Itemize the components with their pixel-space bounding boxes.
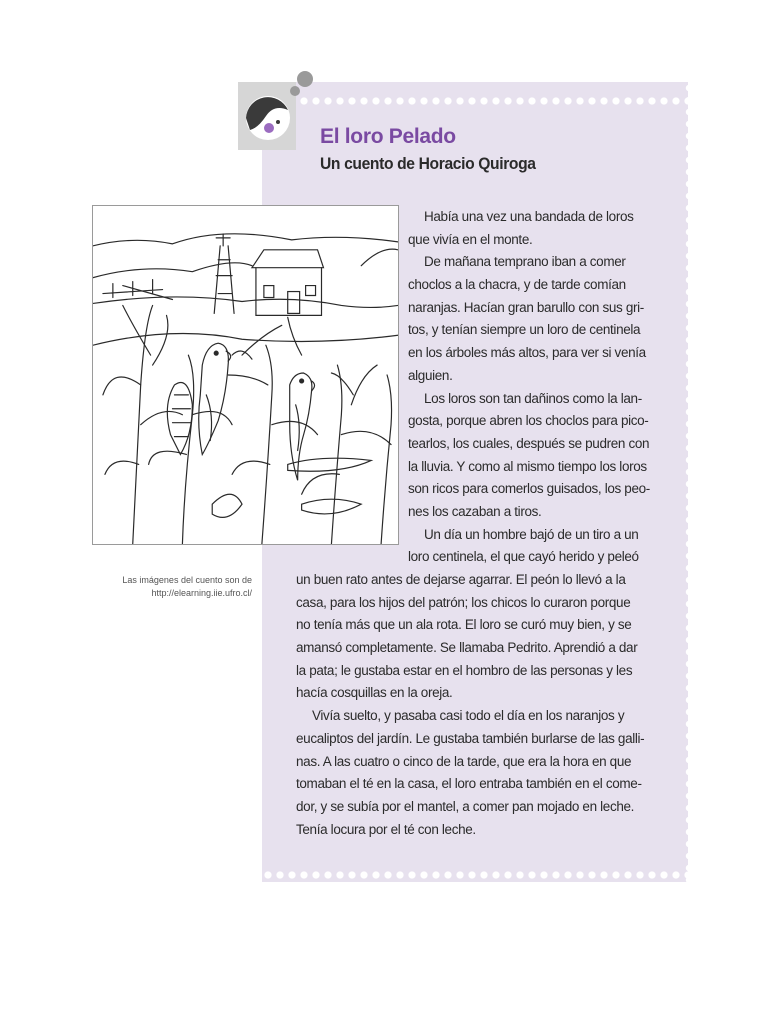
- story-subtitle: Un cuento de Horacio Quiroga: [320, 154, 536, 173]
- story-line: tearlos, los cuales, después se pudren con: [408, 435, 650, 451]
- panel-top-border: [262, 94, 688, 108]
- story-line: De mañana temprano iban a comer: [424, 254, 626, 270]
- story-line: Tenía locura por el té con leche.: [296, 821, 476, 837]
- panel-right-border: [681, 82, 689, 882]
- story-line: que vivía en el monte.: [408, 231, 533, 247]
- story-line: nas. A las cuatro o cinco de la tarde, que era la hora en que: [296, 753, 632, 769]
- story-line: tomaban el té en la casa, el loro entraba también en el come-: [296, 776, 642, 792]
- story-line: naranjas. Hacían gran barullo con sus gri-: [408, 299, 644, 315]
- thought-bubbles-icon: [286, 68, 316, 100]
- caption-link[interactable]: http://elearning.iie.ufro.cl/: [151, 588, 252, 598]
- story-line: choclos a la chacra, y de tarde comían: [408, 277, 626, 293]
- story-line: la lluvia. Y como al mismo tiempo los loros: [408, 458, 647, 474]
- story-line: alguien.: [408, 367, 453, 383]
- panel-bottom-border: [262, 868, 688, 882]
- caption-line: Las imágenes del cuento son de: [122, 575, 252, 585]
- story-line: eucaliptos del jardín. Le gustaba también burlarse de las galli-: [296, 730, 645, 746]
- illustration-caption: [96, 574, 252, 600]
- story-line: casa, para los hijos del patrón; los chicos lo curaron porque: [296, 594, 631, 610]
- story-line: en los árboles más altos, para ver si venía: [408, 345, 646, 361]
- story-line: amansó completamente. Se llamaba Pedrito. Aprendió a dar: [296, 640, 638, 656]
- story-line: tos, y tenían siempre un loro de centinela: [408, 322, 641, 338]
- story-line: Había una vez una bandada de loros: [424, 209, 634, 224]
- story-line: la pata; le gustaba estar en el hombro de las personas y les: [296, 662, 633, 678]
- story-line: son ricos para comerlos guisados, los peo-: [408, 481, 650, 497]
- story-line: Un día un hombre bajó de un tiro a un: [424, 526, 639, 542]
- story-title: El loro Pelado: [320, 125, 456, 148]
- story-line: nes los cazaban a tiros.: [408, 503, 542, 519]
- story-body: [296, 206, 668, 841]
- story-line: gosta, porque abren los choclos para pico-: [408, 413, 649, 429]
- story-line: dor, y se subía por el mantel, a comer pan mojado en leche.: [296, 798, 635, 814]
- story-line: Vivía suelto, y pasaba casi todo el día en los naranjos y: [312, 708, 625, 724]
- story-line: loro centinela, el que cayó herido y peleó: [408, 549, 639, 565]
- story-line: un buen rato antes de dejarse agarrar. El peón lo llevó a la: [296, 572, 626, 587]
- story-line: Los loros son tan dañinos como la lan-: [424, 390, 642, 406]
- story-line: hacía cosquillas en la oreja.: [296, 685, 453, 701]
- story-line: no tenía más que un ala rota. El loro se curó muy bien, y se: [296, 617, 632, 633]
